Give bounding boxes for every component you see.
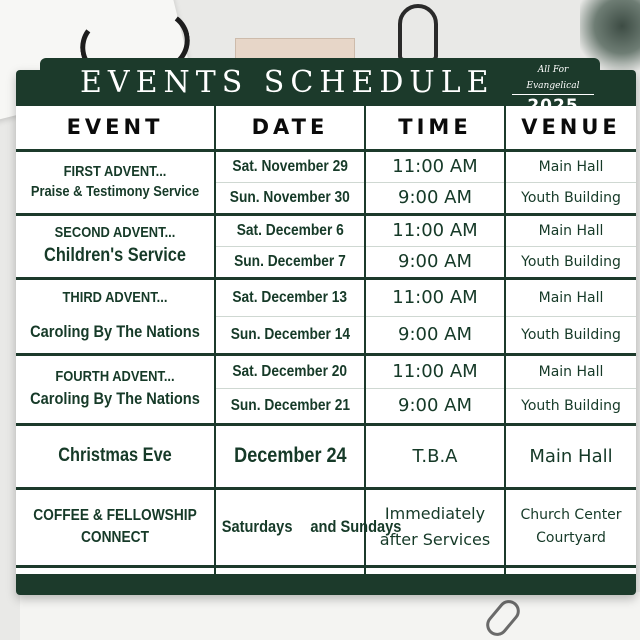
- event-cell: [16, 214, 215, 278]
- time-cell: 11:00 AM: [365, 354, 505, 388]
- date-cell: Sun. December 21: [215, 388, 365, 424]
- column-header-event: EVENT: [16, 106, 215, 150]
- event-cell: [16, 354, 215, 424]
- events-schedule-table: [16, 106, 636, 574]
- time-cell: 9:00 AM: [365, 182, 505, 214]
- time-cell: 9:00 AM: [365, 316, 505, 354]
- table-row: [16, 566, 636, 574]
- event-subtitle: Caroling By The Nations: [30, 321, 200, 341]
- table-row: [16, 278, 636, 316]
- date-cell: Sun. November 30: [215, 182, 365, 214]
- table-row: [16, 488, 636, 566]
- venue-cell: Youth Building: [505, 388, 636, 424]
- event-title: SECOND ADVENT...: [54, 224, 176, 242]
- date-cell: Sun. December 14: [215, 316, 365, 354]
- logo-text: All For Evangelical: [512, 62, 594, 95]
- event-cell: [16, 150, 215, 214]
- date-cell: Saturdays and Sundays: [215, 488, 365, 566]
- table-row: [16, 214, 636, 246]
- venue-cell: Church Center Courtyard: [505, 488, 636, 566]
- venue-cell: Main Hall: [505, 150, 636, 182]
- venue-cell: Main Hall: [505, 278, 636, 316]
- date-cell: Sat. November 29: [215, 150, 365, 182]
- event-subtitle: Praise & Testimony Service: [30, 183, 200, 200]
- venue-cell: Youth Building: [505, 316, 636, 354]
- event-title: COFFEE & FELLOWSHIP: [33, 507, 197, 525]
- notebook-paper-decoration: [20, 592, 640, 640]
- event-subtitle: CONNECT: [80, 529, 150, 546]
- time-cell: Immediately after Services: [365, 488, 505, 566]
- event-title: Christmas Eve: [58, 445, 172, 467]
- date-cell: Sun. December 7: [215, 246, 365, 278]
- column-header-date: DATE: [215, 106, 365, 150]
- time-cell: 11:00 AM: [365, 214, 505, 246]
- venue-cell: Youth Building: [505, 182, 636, 214]
- event-subtitle: Children's Service: [44, 245, 186, 267]
- column-header-venue: VENUE: [505, 106, 636, 150]
- date-cell: Sat. December 20: [215, 354, 365, 388]
- binder-clip-decoration: [398, 4, 438, 62]
- event-cell: [16, 424, 215, 488]
- table-row: [16, 354, 636, 388]
- time-cell: 9:00 AM: [365, 388, 505, 424]
- event-title: FOURTH ADVENT...: [55, 368, 175, 386]
- time-cell: 11:00 AM: [365, 150, 505, 182]
- venue-cell: Main Hall: [505, 354, 636, 388]
- table-row: [16, 424, 636, 488]
- date-cell: Sat. December 13: [215, 278, 365, 316]
- event-subtitle: Caroling By The Nations: [30, 388, 200, 408]
- venue-cell: Youth Building: [505, 246, 636, 278]
- table-row: [16, 150, 636, 182]
- page-title: EVENTS SCHEDULE: [80, 64, 495, 100]
- time-cell: T.B.A: [365, 424, 505, 488]
- event-cell: [16, 278, 215, 354]
- time-cell: 9:00 AM: [365, 246, 505, 278]
- event-title: FIRST ADVENT...: [63, 162, 167, 180]
- column-header-time: TIME: [365, 106, 505, 150]
- table-header-row: [16, 106, 636, 150]
- venue-cell: Main Hall: [505, 214, 636, 246]
- event-title: THIRD ADVENT...: [62, 289, 168, 307]
- date-cell: Sat. December 6: [215, 214, 365, 246]
- event-cell: [16, 488, 215, 566]
- venue-cell: Main Hall: [505, 424, 636, 488]
- date-cell: December 24: [215, 424, 365, 488]
- church-logo: [512, 60, 594, 106]
- time-cell: 11:00 AM: [365, 278, 505, 316]
